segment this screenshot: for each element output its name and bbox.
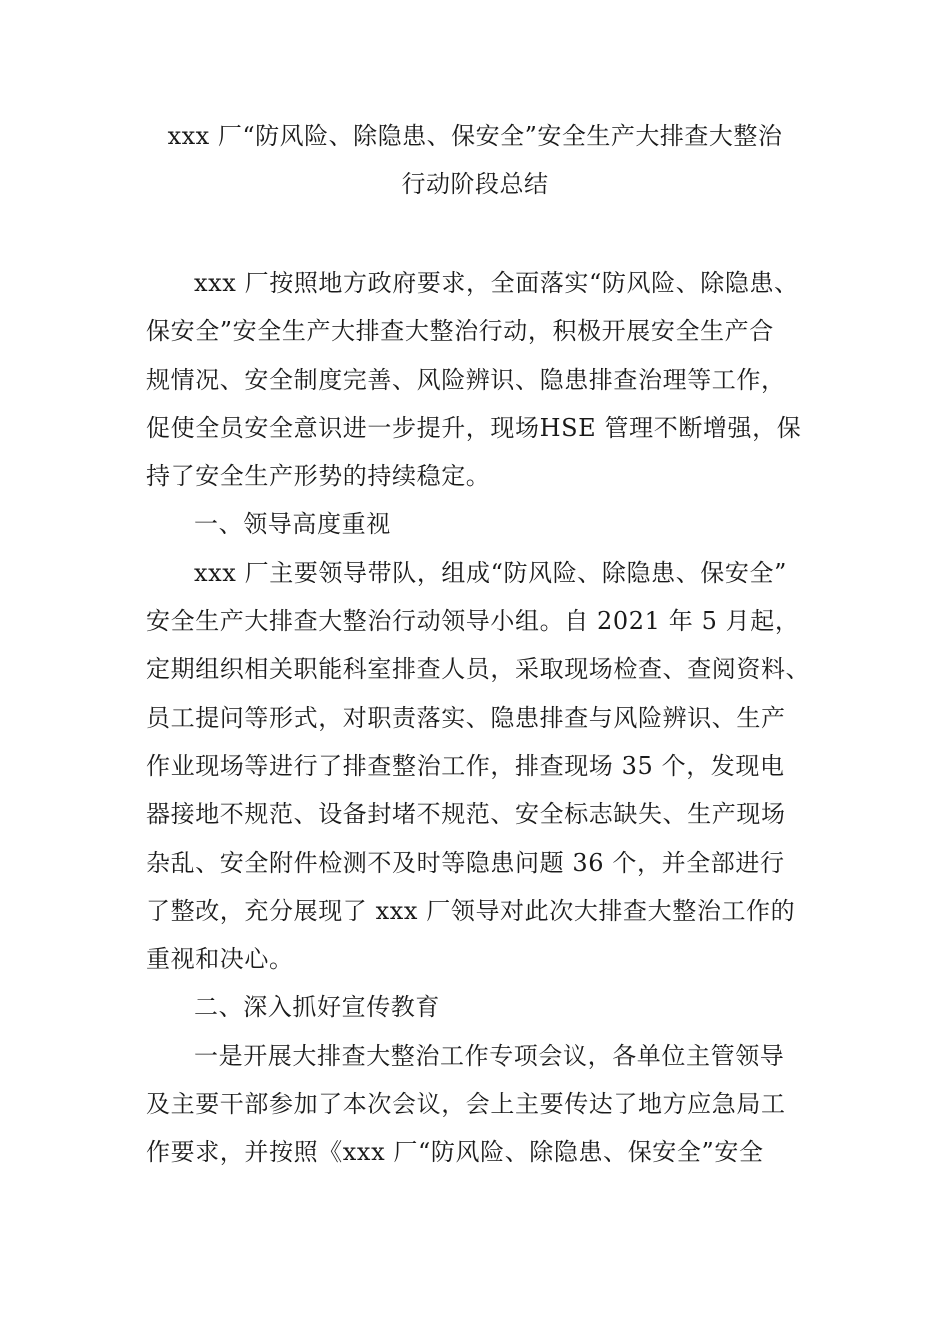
paragraph-line: 安全生产大排查大整治行动领导小组。自 2021 年 5 月起， bbox=[146, 607, 800, 636]
paragraph-line: 保安全”安全生产大排查大整治行动，积极开展安全生产合 bbox=[146, 317, 774, 346]
paragraph-line: 定期组织相关职能科室排查人员，采取现场检查、查阅资料、 bbox=[146, 655, 811, 684]
paragraph-line: xxx 厂主要领导带队，组成“防风险、除隐患、保安全” bbox=[194, 558, 787, 587]
paragraph-line: 一是开展大排查大整治工作专项会议，各单位主管领导 bbox=[194, 1041, 785, 1070]
paragraph-line: 及主要干部参加了本次会议，会上主要传达了地方应急局工 bbox=[146, 1090, 786, 1119]
document-title-line-2: 行动阶段总结 bbox=[401, 170, 549, 198]
paragraph-line: 持了安全生产形势的持续稳定。 bbox=[146, 462, 491, 491]
section-heading-1: 一、领导高度重视 bbox=[194, 510, 391, 539]
paragraph-line: 作要求，并按照《xxx 厂“防风险、除隐患、保安全”安全 bbox=[146, 1138, 764, 1167]
paragraph-line: xxx 厂按照地方政府要求，全面落实“防风险、除隐患、 bbox=[194, 269, 799, 297]
section-heading-2: 二、深入抓好宣传教育 bbox=[194, 993, 440, 1022]
paragraph-line: 促使全员安全意识进一步提升，现场HSE 管理不断增强，保 bbox=[146, 413, 802, 442]
paragraph-line: 了整改，充分展现了 xxx 厂领导对此次大排查大整治工作的 bbox=[146, 896, 796, 925]
document-title-line-1: xxx 厂“防风险、除隐患、保安全”安全生产大排查大整治 bbox=[167, 122, 783, 150]
paragraph-line: 器接地不规范、设备封堵不规范、安全标志缺失、生产现场 bbox=[146, 800, 786, 829]
paragraph-line: 杂乱、安全附件检测不及时等隐患问题 36 个，并全部进行 bbox=[146, 848, 785, 877]
paragraph-line: 重视和决心。 bbox=[146, 945, 294, 974]
paragraph-line: 员工提问等形式，对职责落实、隐患排查与风险辨识、生产 bbox=[146, 703, 786, 732]
paragraph-line: 作业现场等进行了排查整治工作，排查现场 35 个，发现电 bbox=[146, 751, 785, 780]
document-body bbox=[146, 265, 826, 1183]
paragraph-line: 规情况、安全制度完善、风险辨识、隐患排查治理等工作， bbox=[146, 365, 786, 394]
